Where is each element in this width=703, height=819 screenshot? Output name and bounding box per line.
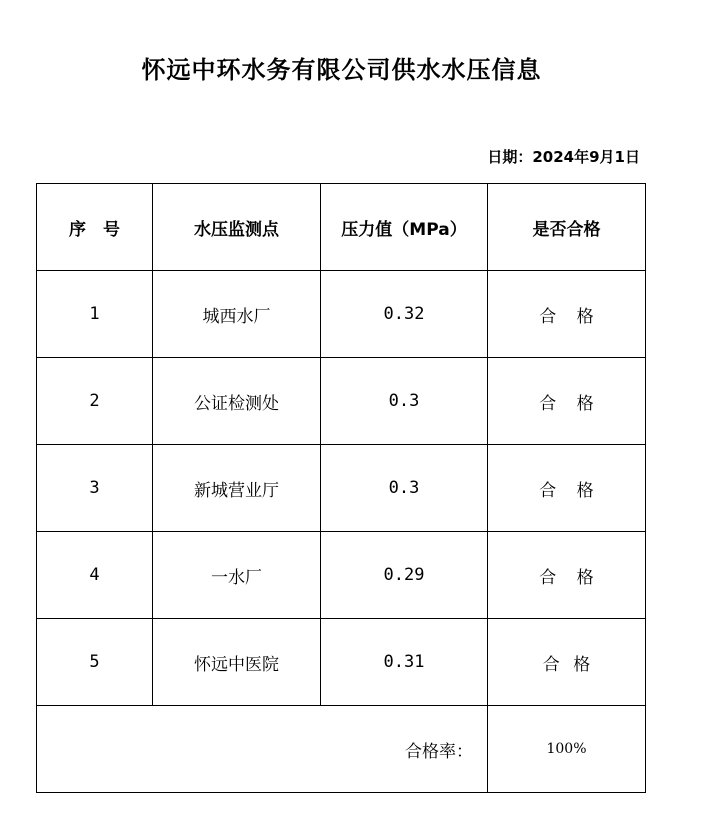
report-date: 日期：2024年9月1日 (487, 148, 640, 166)
row-monitoring-point: 怀远中医院 (153, 619, 321, 706)
row-pressure: 0.31 (321, 619, 488, 706)
row-pressure: 0.3 (321, 445, 488, 532)
table-summary-row (37, 706, 646, 793)
table-row (37, 619, 646, 706)
row-status-cell (488, 271, 646, 358)
row-monitoring-point: 一水厂 (153, 532, 321, 619)
row-status: 合格 (542, 654, 604, 675)
row-pressure: 0.32 (321, 271, 488, 358)
row-index: 2 (37, 358, 153, 445)
row-status-cell (488, 532, 646, 619)
row-index: 3 (37, 445, 153, 532)
row-pressure: 0.3 (321, 358, 488, 445)
row-monitoring-point: 公证检测处 (153, 358, 321, 445)
row-index: 1 (37, 271, 153, 358)
row-status-cell (488, 445, 646, 532)
row-pressure: 0.29 (321, 532, 488, 619)
row-index: 4 (37, 532, 153, 619)
row-status: 合格 (539, 480, 615, 501)
table-header-row (37, 184, 646, 271)
row-status: 合格 (539, 393, 615, 414)
table-row (37, 271, 646, 358)
row-monitoring-point: 城西水厂 (153, 271, 321, 358)
row-status: 合格 (539, 567, 615, 588)
table-row (37, 445, 646, 532)
table-row (37, 358, 646, 445)
table-row (37, 532, 646, 619)
pass-rate-value: 100% (488, 706, 646, 793)
header-qualified: 是否合格 (488, 184, 646, 271)
pass-rate-label: 合格率： (37, 706, 488, 793)
row-status-cell (488, 358, 646, 445)
row-monitoring-point: 新城营业厅 (153, 445, 321, 532)
row-status-cell (488, 619, 646, 706)
header-monitoring-point: 水压监测点 (153, 184, 321, 271)
water-pressure-table (36, 183, 646, 793)
page-title: 怀远中环水务有限公司供水水压信息 (141, 56, 542, 84)
row-index: 5 (37, 619, 153, 706)
header-index: 序 号 (37, 184, 153, 271)
row-status: 合格 (539, 306, 615, 327)
header-pressure: 压力值（MPa） (321, 184, 488, 271)
